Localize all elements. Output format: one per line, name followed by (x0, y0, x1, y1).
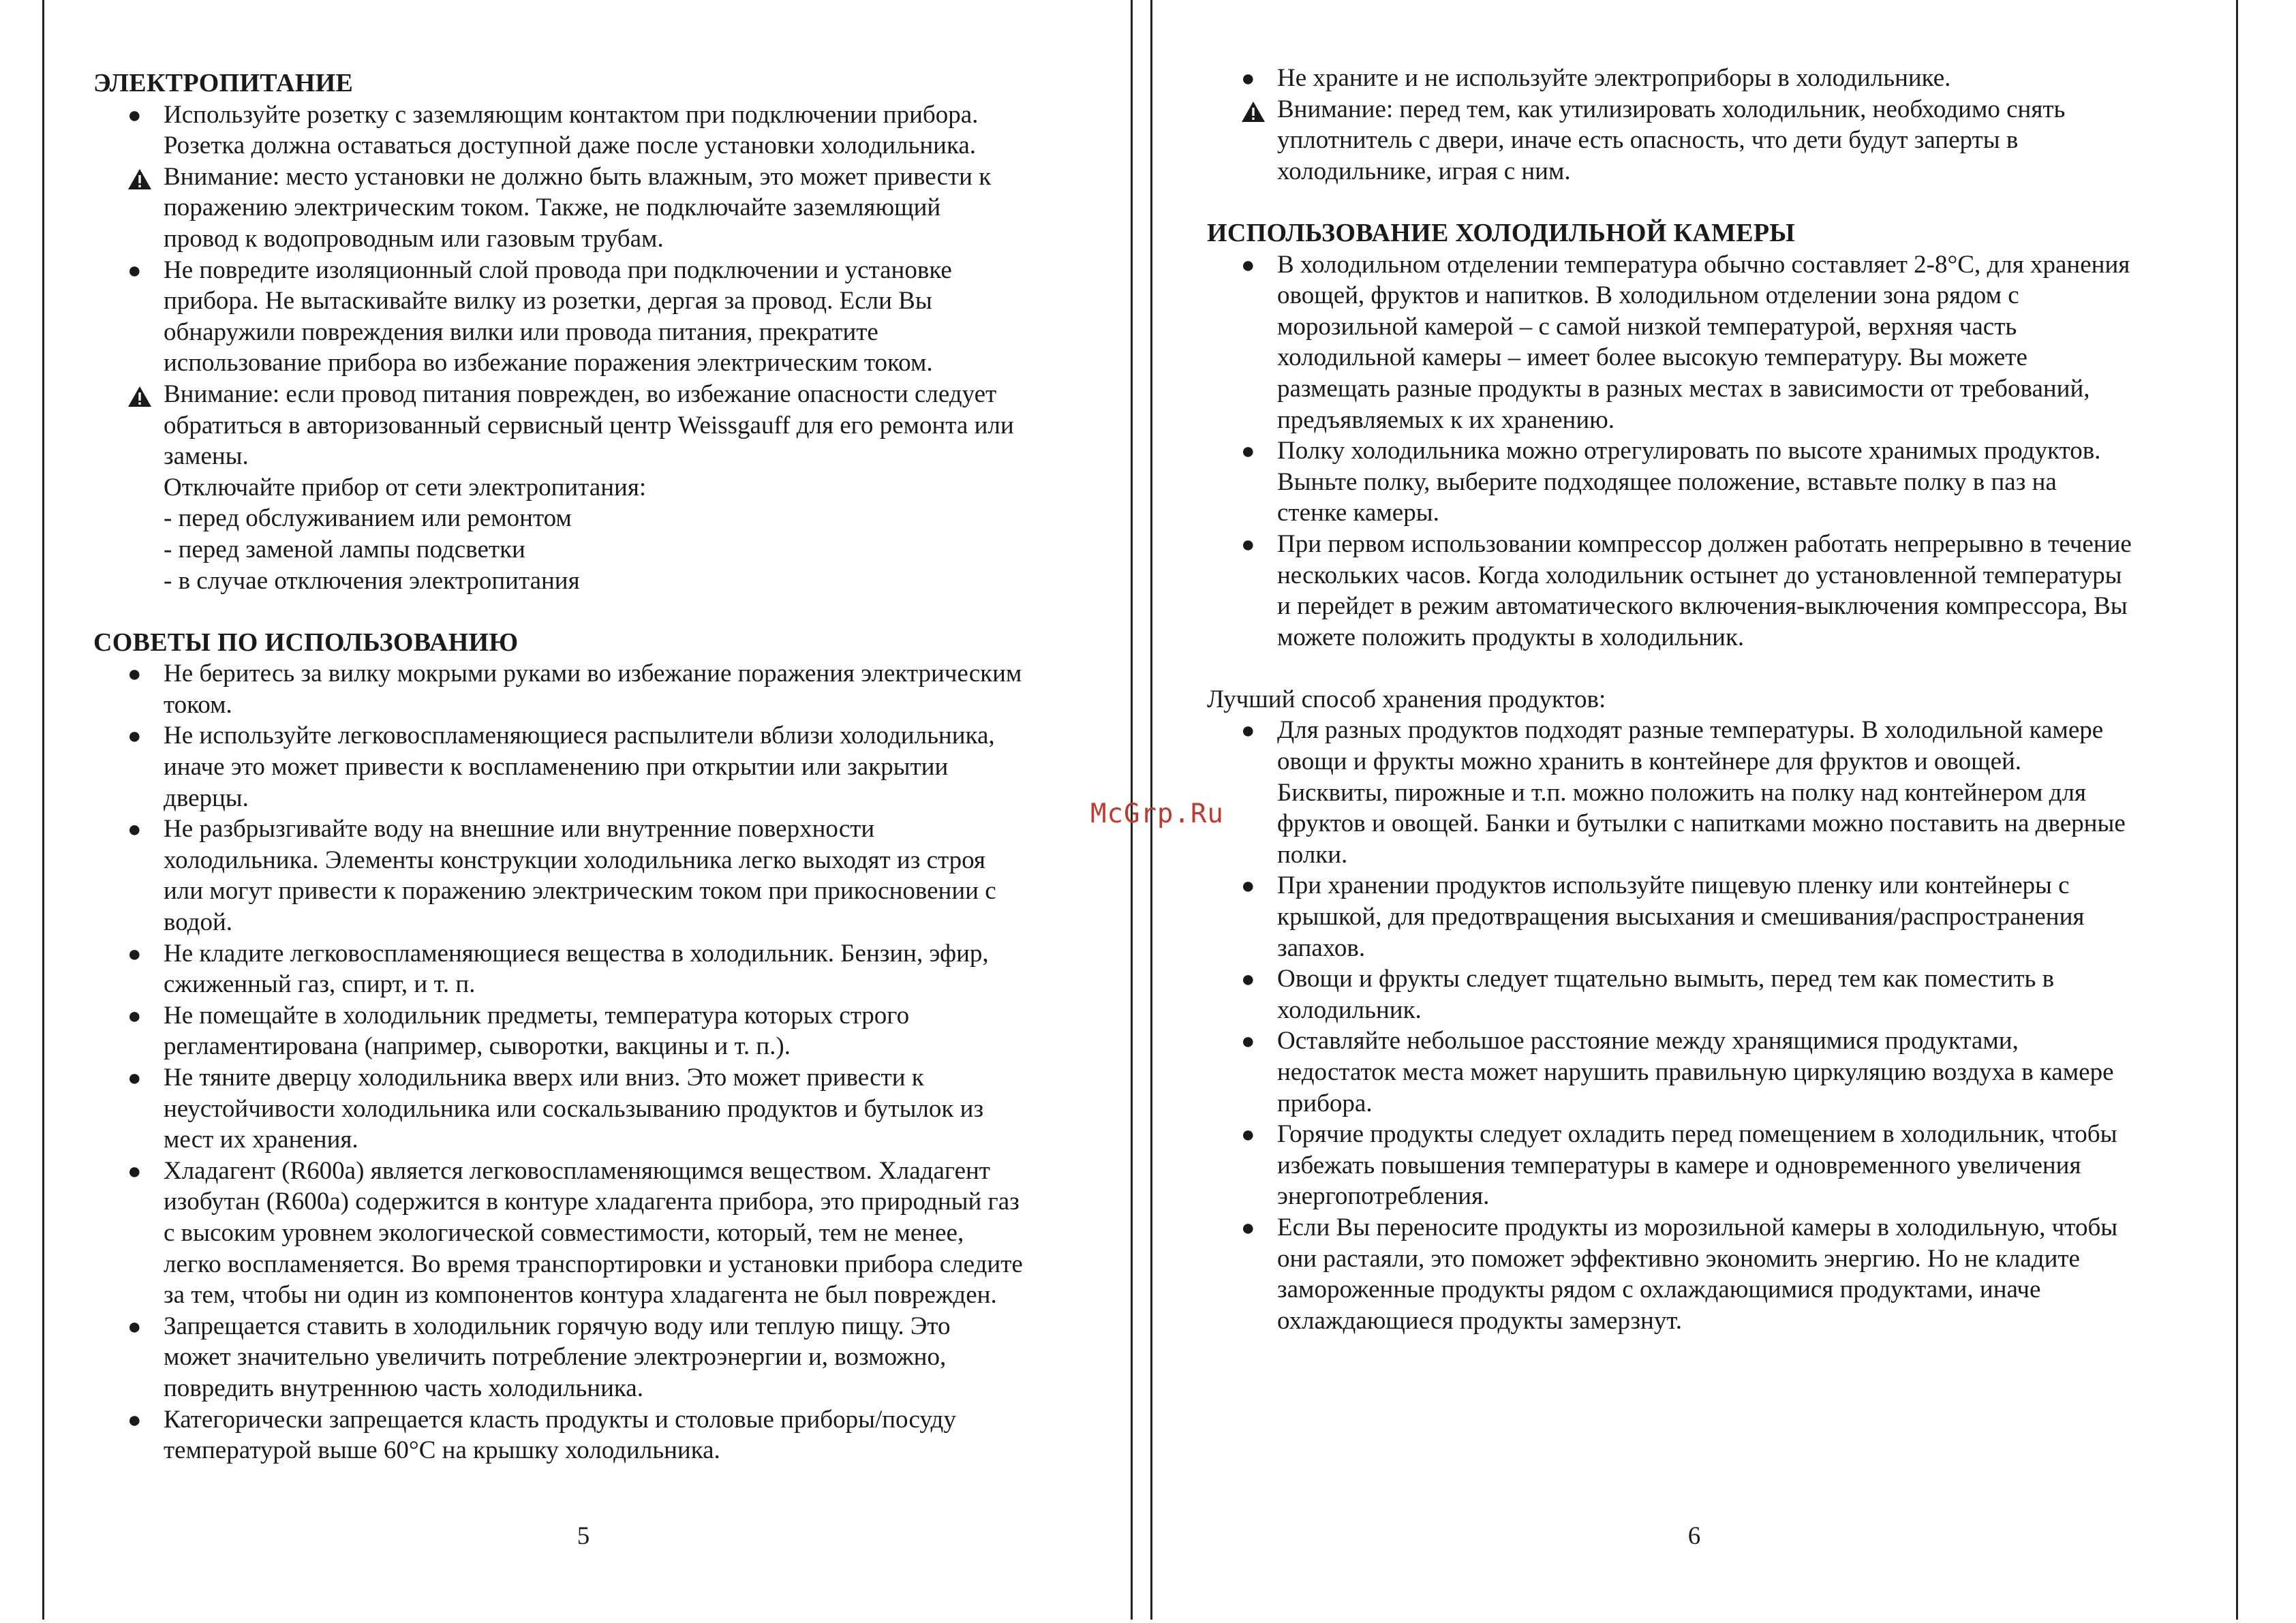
bullet-icon: ● (1241, 66, 1255, 91)
bullet-icon: ● (1241, 967, 1255, 993)
list-item (93, 1311, 1136, 1404)
disconnect-intro: Отключайте прибор от сети электропитания: (164, 473, 647, 501)
list-item-line: охлаждающиеся продукты замерзнут. (1277, 1306, 1682, 1335)
bullet-icon: ● (127, 102, 142, 128)
list-item-line: Если Вы переносите продукты из морозильной камеры в холодильную, чтобы (1277, 1213, 2118, 1241)
list-item-line: прибора. (1277, 1089, 1373, 1117)
list-item (93, 814, 1136, 938)
list-item-line: мест их хранения. (164, 1126, 358, 1154)
list-item-line: замороженные продукты рядом с охлаждающимися продуктами, иначе (1277, 1276, 2041, 1304)
list-item-line: за тем, чтобы ни один из компонентов контура хладагента не был поврежден. (164, 1281, 997, 1310)
list-item-line: Категорически запрещается класть продукты и столовые приборы/посуду (164, 1405, 956, 1434)
list-item-line: холодильник. (1277, 995, 1422, 1024)
list-item-line: энергопотребления. (1277, 1182, 1490, 1211)
list-item-line: Горячие продукты следует охладить перед помещением в холодильник, чтобы (1277, 1120, 2117, 1149)
list-item (1207, 63, 2222, 94)
section-title-fridge-usage: ИСПОЛЬЗОВАНИЕ ХОЛОДИЛЬНОЙ КАМЕРЫ (1207, 218, 1795, 247)
power-list (93, 99, 1136, 472)
list-item (93, 658, 1136, 720)
bullet-icon: ● (127, 1407, 142, 1433)
list-item (1207, 529, 2222, 653)
list-item-line: избежать повышения температуры в камере и одновременного увеличения (1277, 1151, 2081, 1179)
list-item-line: может значительно увеличить потребление электроэнергии и, возможно, (164, 1343, 947, 1372)
list-item-line: Не используйте легковоспламеняющиеся распылители вблизи холодильника, (164, 722, 995, 750)
list-item-line: Не разбрызгивайте воду на внешние или внутренние поверхности (164, 815, 875, 844)
list-item-line: и перейдет в режим автоматического включения-выключения компрессора, Вы (1277, 592, 2128, 621)
list-item-line: Внимание: если провод питания поврежден, во избежание опасности следует (164, 380, 997, 408)
bullet-icon: ● (1241, 1029, 1255, 1055)
bullet-icon: ● (127, 662, 142, 687)
list-item-line: Для разных продуктов подходят разные температуры. В холодильной камере (1277, 716, 2104, 745)
storage-list (1207, 715, 2222, 1336)
list-item (1207, 1119, 2222, 1212)
page-right-content (1207, 63, 2222, 1336)
list-item-line: овощи и фрукты можно хранить в контейнере для фруктов и овощей. (1277, 747, 2022, 776)
list-item-line: полки. (1277, 840, 1348, 869)
bullet-icon: ● (127, 1003, 142, 1029)
list-item-line: холодильника. Элементы конструкции холодильника легко выходят из строя (164, 846, 985, 874)
fridge-usage-list (1207, 249, 2222, 653)
bullet-icon: ● (1241, 1122, 1255, 1148)
list-item-line: овощей, фруктов и напитков. В холодильном отделении зона рядом с (1277, 281, 2019, 310)
list-item-line: можете положить продукты в холодильник. (1277, 623, 1745, 651)
warning-icon (127, 161, 155, 198)
page-left-content (93, 68, 1136, 1466)
list-item-line: Используйте розетку с заземляющим контактом при подключении прибора. (164, 100, 979, 129)
bullet-icon: ● (127, 724, 142, 749)
list-item-line: Овощи и фрукты следует тщательно вымыть, перед тем как поместить в (1277, 965, 2055, 993)
list-item (93, 1404, 1136, 1466)
list-item (1207, 249, 2222, 436)
list-item (1207, 1212, 2222, 1336)
list-item-line: поражению электрическим током. Также, не подключайте заземляющий (164, 194, 941, 222)
list-item-line: недостаток места может нарушить правильную циркуляцию воздуха в камере (1277, 1058, 2114, 1086)
list-item-line: с высоким уровнем экологической совместимости, который, тем не менее, (164, 1218, 964, 1247)
list-item-line: При первом использовании компрессор должен работать непрерывно в течение (1277, 529, 2132, 558)
list-item-line: Не повредите изоляционный слой провода при подключении и установке (164, 256, 952, 284)
list-item-line: дверцы. (164, 784, 249, 812)
page-left (42, 0, 1133, 1623)
list-item (93, 938, 1136, 1000)
disconnect-list-item: - перед заменой лампы подсветки (164, 535, 525, 563)
list-item-line: изобутан (R600a) содержится в контуре хладагента прибора, это природный газ (164, 1188, 1020, 1216)
list-item-line: предъявляемых к их хранению. (1277, 405, 1615, 434)
bullet-icon: ● (1241, 531, 1255, 557)
warning-item (93, 161, 1136, 255)
list-item-line: сжиженный газ, спирт, и т. п. (164, 970, 476, 999)
usage-tips-list (93, 658, 1136, 1466)
list-item-line: морозильной камерой – с самой низкой температурой, верхняя часть (1277, 312, 2017, 341)
list-item (1207, 870, 2222, 963)
page-right (1150, 0, 2238, 1623)
list-item (1207, 1025, 2222, 1119)
list-item-line: или могут привести к поражению электрическим током при прикосновении с (164, 877, 996, 906)
list-item-line: замены. (164, 442, 249, 471)
list-item (93, 1156, 1136, 1311)
warning-icon (127, 379, 155, 416)
bullet-icon: ● (127, 941, 142, 967)
list-item-line: Бисквиты, пирожные и т.п. можно положить на полку над контейнером для (1277, 778, 2086, 807)
list-item-line: Розетка должна оставаться доступной даже после установки холодильника. (164, 132, 977, 160)
list-item-line: При хранении продуктов используйте пищевую пленку или контейнеры с (1277, 871, 2070, 900)
list-item-line: обнаружили повреждения вилки или провода питания, прекратите (164, 318, 878, 346)
bullet-icon: ● (127, 1158, 142, 1184)
list-item-line: повредить внутреннюю часть холодильника. (164, 1374, 643, 1402)
list-item-line: Не помещайте в холодильник предметы, температура которых строго (164, 1001, 910, 1030)
list-item-line: Запрещается ставить в холодильник горячую воду или теплую пищу. Это (164, 1312, 951, 1340)
list-item-line: они растаяли, это поможет эффективно экономить энергию. Но не кладите (1277, 1244, 2080, 1273)
bullet-icon: ● (1241, 718, 1255, 744)
list-item (93, 1062, 1136, 1156)
disconnect-list-item: - перед обслуживанием или ремонтом (164, 504, 572, 533)
list-item-line: размещать разные продукты в разных местах в зависимости от требований, (1277, 374, 2090, 403)
list-item-line: использование прибора во избежание поражения электрическим током. (164, 349, 933, 377)
intro-list (1207, 63, 2222, 187)
bullet-icon: ● (127, 1066, 142, 1091)
list-item-line: водой. (164, 908, 233, 937)
list-item (93, 255, 1136, 379)
page-number: 5 (577, 1522, 590, 1550)
bullet-icon: ● (127, 258, 142, 283)
list-item-line: крышкой, для предотвращения высыхания и смешивания/распространения (1277, 903, 2085, 931)
list-item-line: уплотнитель с двери, иначе есть опасность, что дети будут заперты в (1277, 126, 2019, 155)
list-item-line: нескольких часов. Когда холодильник остынет до установленной температуры (1277, 561, 2122, 589)
list-item-line: провод к водопроводным или газовым трубам. (164, 224, 664, 253)
list-item-line: В холодильном отделении температура обычно составляет 2-8°C, для хранения (1277, 250, 2130, 279)
list-item-line: Не тяните дверцу холодильника вверх или вниз. Это может привести к (164, 1064, 924, 1092)
list-item-line: Внимание: место установки не должно быть влажным, это может привести к (164, 162, 992, 191)
list-item (93, 1000, 1136, 1062)
list-item-line: регламентирована (например, сыворотки, вакцины и т. п.). (164, 1032, 791, 1061)
section-title-usage-tips: СОВЕТЫ ПО ИСПОЛЬЗОВАНИЮ (93, 628, 519, 657)
watermark: McGrp.Ru (1090, 799, 1224, 829)
list-item-line: прибора. Не вытаскивайте вилку из розетки, дергая за провод. Если Вы (164, 287, 932, 315)
bullet-icon: ● (127, 817, 142, 843)
list-item-line: Полку холодильника можно отрегулировать по высоте хранимых продуктов. (1277, 437, 2101, 465)
list-item-line: Внимание: перед тем, как утилизировать холодильник, необходимо снять (1277, 95, 2066, 123)
list-item-line: обратиться в авторизованный сервисный центр Weissgauff для его ремонта или (164, 411, 1014, 439)
list-item-line: Не беритесь за вилку мокрыми руками во избежание поражения электрическим (164, 660, 1022, 688)
list-item-line: Не храните и не используйте электроприборы в холодильнике. (1277, 64, 1951, 92)
list-item-line: иначе это может привести к воспламенению при открытии или закрытии (164, 753, 949, 782)
list-item (1207, 435, 2222, 529)
bullet-icon: ● (127, 1314, 142, 1340)
list-item-line: фруктов и овощей. Банки и бутылки с напитками можно поставить на дверные (1277, 809, 2126, 838)
bullet-icon: ● (1241, 252, 1255, 278)
bullet-icon: ● (1241, 1215, 1255, 1241)
disconnect-list-item: - в случае отключения электропитания (164, 566, 580, 595)
list-item-line: неустойчивости холодильника или соскальзыванию продуктов и бутылок из (164, 1094, 984, 1123)
warning-item (1207, 94, 2222, 187)
list-item-line: холодильнике, играя с ним. (1277, 157, 1571, 185)
warning-icon (1241, 94, 1268, 131)
list-item-line: холодильной камеры – имеет более высокую температуру. Вы можете (1277, 343, 2027, 372)
list-item (93, 99, 1136, 161)
list-item (1207, 715, 2222, 870)
page-number: 6 (1687, 1522, 1701, 1550)
bullet-icon: ● (1241, 874, 1255, 899)
list-item (93, 720, 1136, 814)
section-title-power: ЭЛЕКТРОПИТАНИЕ (93, 69, 354, 97)
list-item-line: стенке камеры. (1277, 499, 1439, 527)
list-item-line: запахов. (1277, 933, 1366, 962)
list-item-line: температурой выше 60°C на крышку холодильника. (164, 1436, 720, 1465)
list-item-line: током. (164, 690, 232, 719)
disconnect-list (93, 503, 1136, 596)
list-item-line: легко воспламеняется. Во время транспортировки и установки прибора следите (164, 1250, 1023, 1278)
list-item (1207, 963, 2222, 1025)
list-item-line: Оставляйте небольшое расстояние между хранящимися продуктами, (1277, 1027, 2019, 1055)
storage-intro: Лучший способ хранения продуктов: (1207, 685, 1606, 713)
list-item-line: Хладагент (R600a) является легковоспламеняющимся веществом. Хладагент (164, 1156, 990, 1185)
list-item-line: Выньте полку, выберите подходящее положение, вставьте полку в паз на (1277, 467, 2057, 496)
list-item-line: Не кладите легковоспламеняющиеся вещества в холодильник. Бензин, эфир, (164, 939, 989, 968)
warning-item (93, 379, 1136, 472)
bullet-icon: ● (1241, 439, 1255, 465)
